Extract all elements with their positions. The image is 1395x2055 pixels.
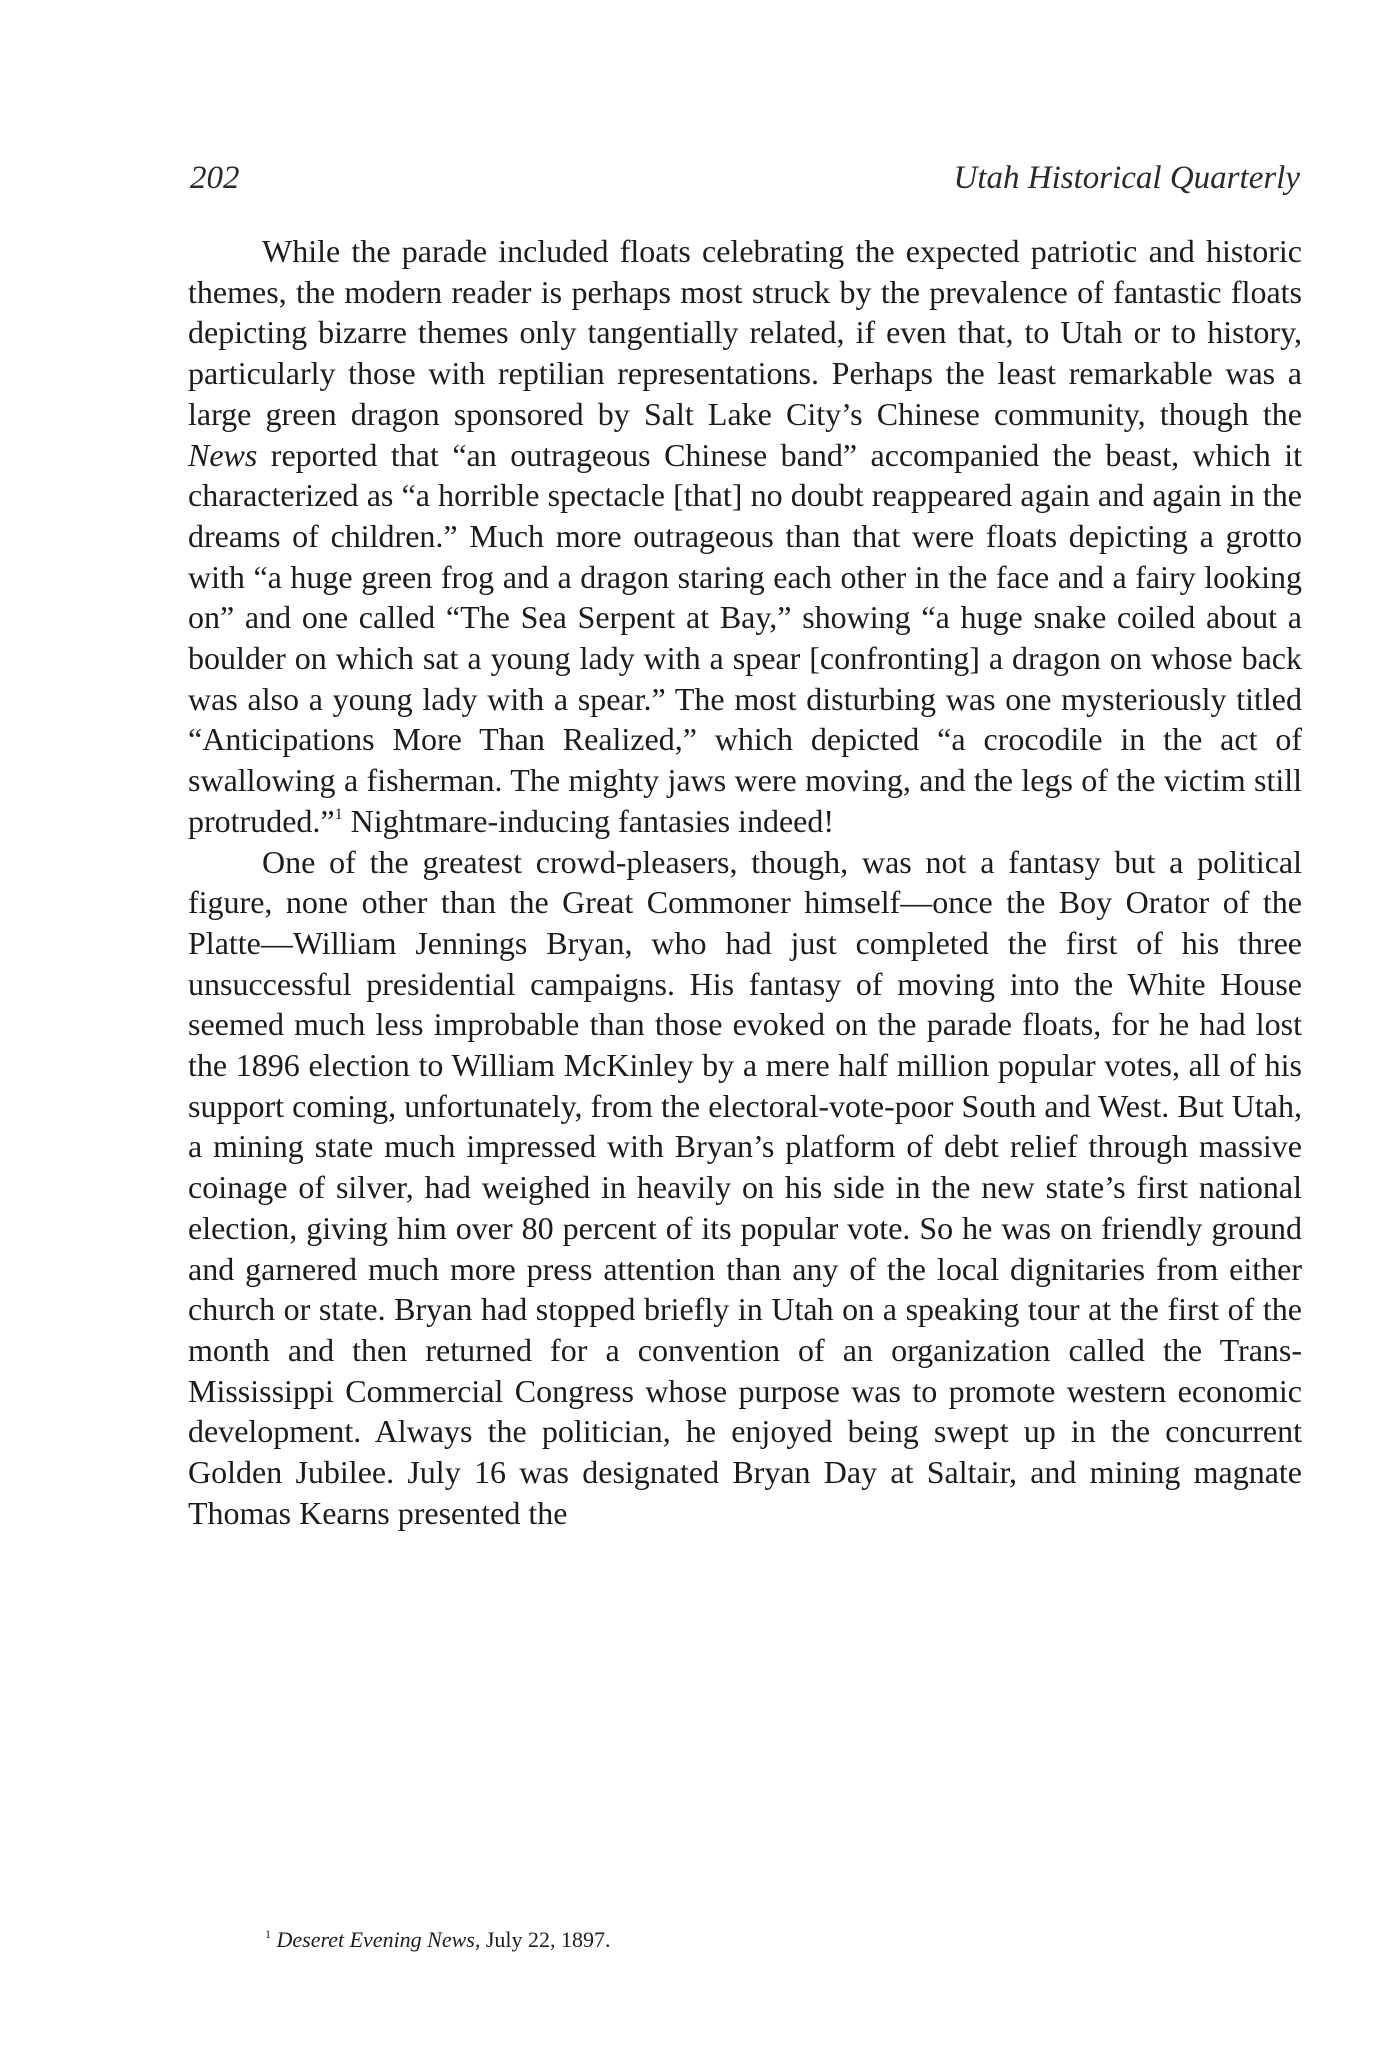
paragraph-1-text-b: reported that “an outrageous Chinese band” accompanied the beast, which it characterized as “a horrible spectacle [that] no doubt reappeared again and again in the dreams of children.” Much more outrageous than that were floats depicting a grotto with “a huge green frog and a dragon staring each other in the face and a fairy looking on” and one called “The Sea Serpent at Bay,” showing “a huge snake coiled about a boulder on which sat a young lady with a spear [confronting] a dragon on whose back was also a young lady with a spear.” The most disturbing was one mysteriously titled “Anticipations More Than Realized,” which depicted “a crocodile in the act of swallowing a fisherman. The mighty jaws were moving, and the legs of the victim still protruded.” [188,436,1302,839]
paragraph-bryan: One of the greatest crowd-pleasers, though, was not a fantasy but a political figure, none other than the Great Commoner himself—once the Boy Orator of the Platte—William Jennings Bryan, who had just completed the first of his three unsuccessful presidential campaigns. His fantasy of moving into the White House seemed much less improbable than those evoked on the parade floats, for he had lost the 1896 election to William McKinley by a mere half million popular votes, all of his support coming, unfortunately, from the electoral-vote-poor South and West. But Utah, a mining state much impressed with Bryan’s platform of debt relief through massive coinage of silver, had weighed in heavily on his side in the new state’s first national election, giving him over 80 percent of its popular vote. So he was on friendly ground and garnered much more press attention than any of the local dignitaries from either church or state. Bryan had stopped briefly in Utah on a speaking tour at the first of the month and then returned for a convention of an organization called the Trans-Mississippi Commercial Congress whose purpose was to promote western economic development. Always the politician, he enjoyed being swept up in the concurrent Golden Jubilee. July 16 was designated Bryan Day at Saltair, and mining magnate Thomas Kearns presented the [188,843,1302,1531]
paragraph-parade-floats [188,231,1302,842]
footnotes [265,1925,1165,1955]
news-italic: News [188,436,258,473]
paragraph-1-text-c: Nightmare-inducing fantasies indeed! [342,802,834,839]
footnote-date: July 22, 1897. [480,1927,611,1952]
page-number: 202 [190,160,240,196]
paragraph-1-text-a: While the parade included floats celebrating the expected patriotic and historic themes, the modern reader is perhaps most struck by the prevalence of fantastic floats depicting bizarre themes only tangentially related, if even that, to Utah or to history, particularly those with reptilian representations. Perhaps the least remarkable was a large green dragon sponsored by Salt Lake City’s Chinese community, though the [188,233,1302,432]
running-head [190,160,1300,210]
journal-title: Utah Historical Quarterly [953,160,1300,196]
footnote-source: Deseret Evening News, [276,1927,481,1952]
footnote-number: 1 [265,1927,271,1941]
body-text [188,231,1302,1534]
footnote-reference: 1 [334,805,343,823]
